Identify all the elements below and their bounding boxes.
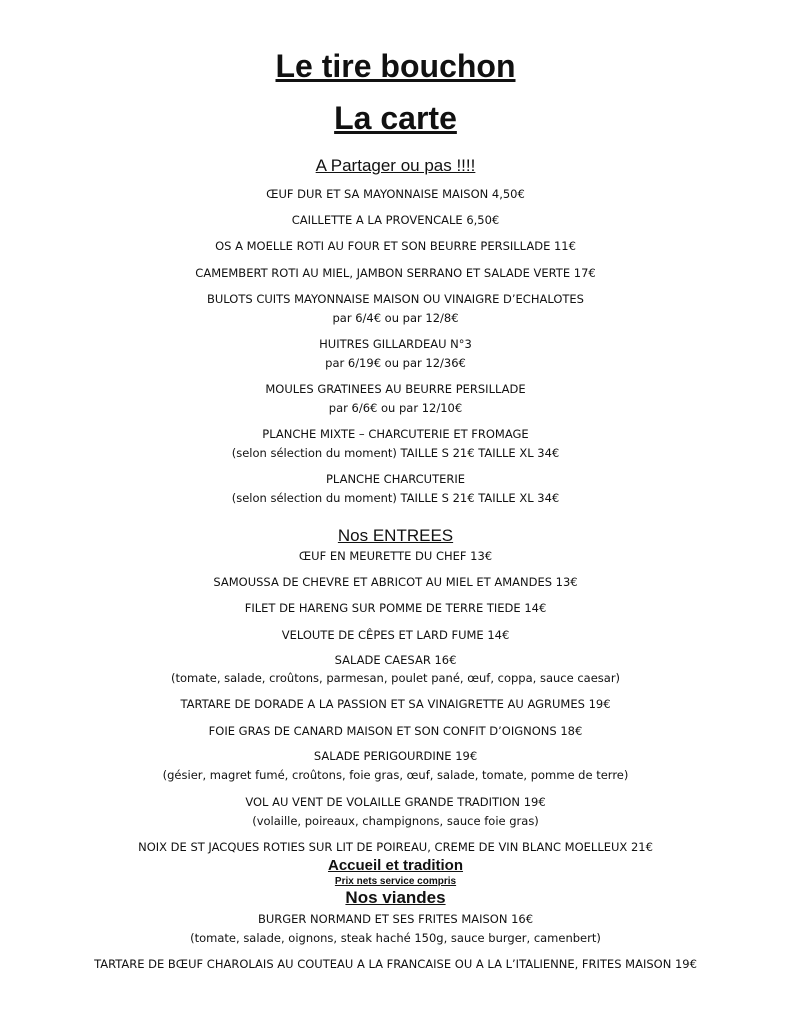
menu-line: ŒUF DUR ET SA MAYONNAISE MAISON 4,50€ (266, 187, 525, 201)
menu-line: NOIX DE ST JACQUES ROTIES SUR LIT DE POIREAU, CREME DE VIN BLANC MOELLEUX 21€ (138, 840, 653, 854)
menu-line: SALADE CAESAR 16€ (334, 653, 457, 667)
menu-line: VELOUTE DE CÊPES ET LARD FUME 14€ (281, 628, 510, 642)
menu-line: ŒUF EN MEURETTE DU CHEF 13€ (298, 549, 493, 563)
section-title-partager: A Partager ou pas !!!! (315, 156, 476, 175)
menu-line: VOL AU VENT DE VOLAILLE GRANDE TRADITION 19€ (245, 795, 546, 809)
menu-line: CAMEMBERT ROTI AU MIEL, JAMBON SERRANO ET SALADE VERTE 17€ (195, 266, 596, 280)
section-title-viandes: Nos viandes (345, 888, 446, 907)
menu-title: La carte (334, 100, 457, 136)
price-note: Prix nets service compris (334, 876, 457, 887)
menu-line: TARTARE DE DORADE A LA PASSION ET SA VINAIGRETTE AU AGRUMES 19€ (180, 697, 611, 711)
menu-line: par 6/6€ ou par 12/10€ (328, 401, 463, 415)
menu-line: TARTARE DE BŒUF CHAROLAIS AU COUTEAU A LA FRANCAISE OU A LA L’ITALIENNE, FRITES MAISON 19€ (94, 957, 697, 971)
menu-line: FOIE GRAS DE CANARD MAISON ET SON CONFIT D’OIGNONS 18€ (208, 724, 583, 738)
menu-line: par 6/19€ ou par 12/36€ (325, 356, 466, 370)
menu-line: par 6/4€ ou par 12/8€ (332, 311, 459, 325)
menu-line: SAMOUSSA DE CHEVRE ET ABRICOT AU MIEL ET AMANDES 13€ (213, 575, 578, 589)
menu-line: FILET DE HARENG SUR POMME DE TERRE TIEDE 14€ (244, 601, 547, 615)
menu-line: CAILLETTE A LA PROVENCALE 6,50€ (291, 213, 500, 227)
section-title-entrees: Nos ENTREES (337, 526, 454, 545)
menu-line: (gésier, magret fumé, croûtons, foie gras, œuf, salade, tomate, pomme de terre) (162, 768, 629, 782)
accueil-title: Accueil et tradition (327, 857, 464, 874)
menu-line: BULOTS CUITS MAYONNAISE MAISON OU VINAIGRE D’ECHALOTES (206, 292, 584, 306)
menu-line: MOULES GRATINEES AU BEURRE PERSILLADE (265, 382, 526, 396)
menu-line: PLANCHE CHARCUTERIE (325, 472, 466, 486)
menu-line: HUITRES GILLARDEAU N°3 (319, 337, 472, 351)
menu-line: (selon sélection du moment) TAILLE S 21€ TAILLE XL 34€ (231, 491, 560, 505)
menu-line: PLANCHE MIXTE – CHARCUTERIE ET FROMAGE (262, 427, 529, 441)
menu-line: (volaille, poireaux, champignons, sauce foie gras) (252, 814, 539, 828)
menu-line: (tomate, salade, croûtons, parmesan, poulet pané, œuf, coppa, sauce caesar) (170, 671, 621, 685)
menu-line: BURGER NORMAND ET SES FRITES MAISON 16€ (257, 912, 534, 926)
menu-line: OS A MOELLE ROTI AU FOUR ET SON BEURRE PERSILLADE 11€ (215, 239, 576, 253)
menu-line: SALADE PERIGOURDINE 19€ (313, 749, 478, 763)
restaurant-name: Le tire bouchon (275, 48, 516, 84)
menu-line: (selon sélection du moment) TAILLE S 21€ TAILLE XL 34€ (231, 446, 560, 460)
menu-line: (tomate, salade, oignons, steak haché 150g, sauce burger, camenbert) (190, 931, 601, 945)
